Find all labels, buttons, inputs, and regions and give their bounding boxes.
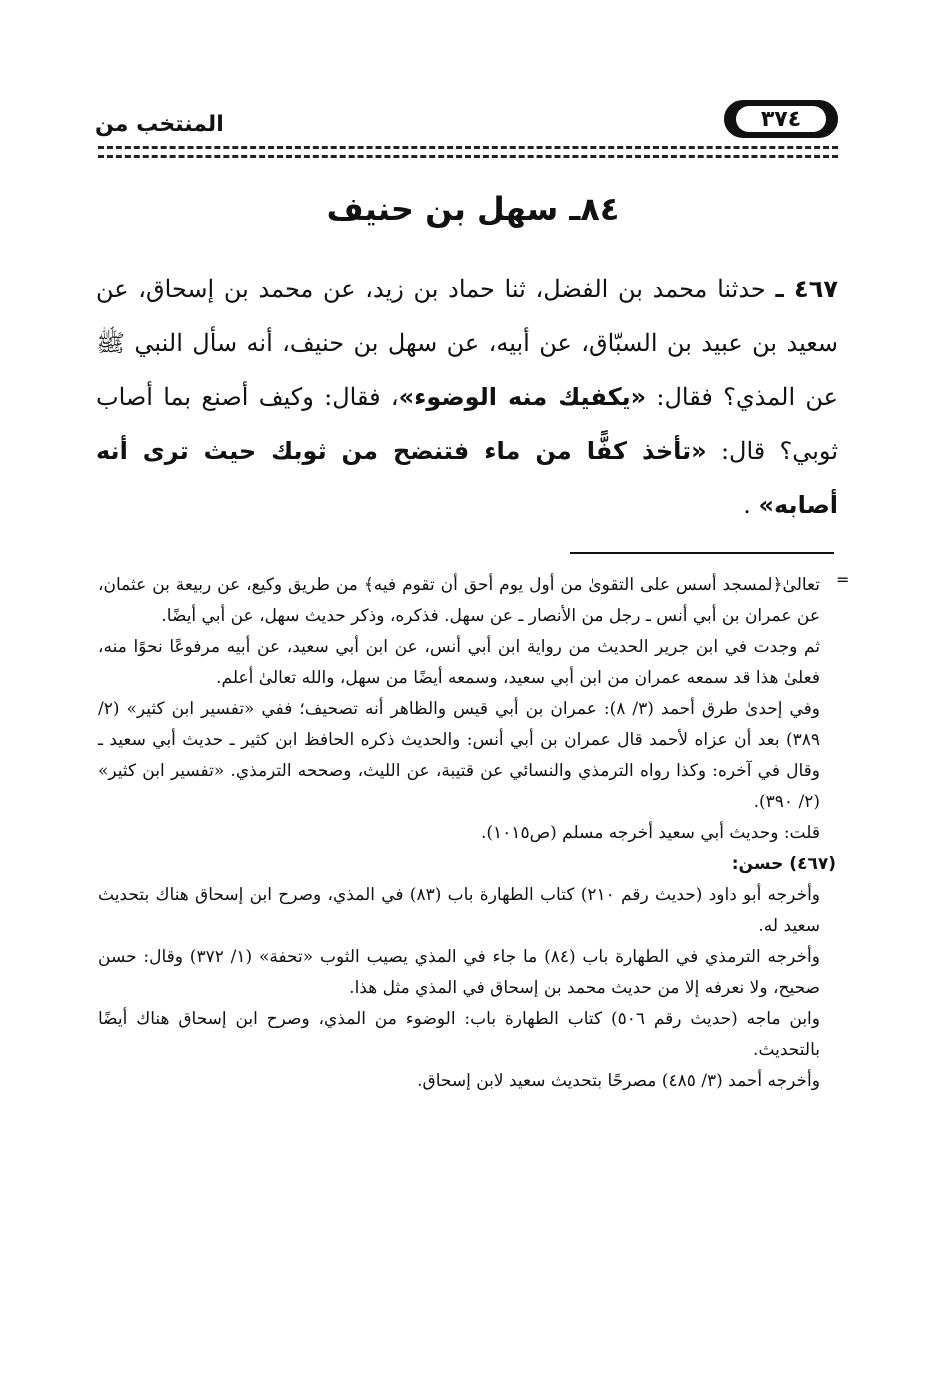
- footnote-paragraph: ثم وجدت في ابن جرير الحديث من رواية ابن أبي أنس، عن ابن أبي سعيد، عن أبيه مرفوعًا نحوًا منه، فعلىٰ هذا قد سمعه عمران من ابن أبي سعيد، وسمعه أيضًا من سهل، والله تعالىٰ أعلم.: [98, 637, 820, 688]
- header-divider-top: [98, 146, 838, 149]
- footnote-paragraph: وفي إحدىٰ طرق أحمد (٣/ ٨): عمران بن أبي قيس والظاهر أنه تصحيف؛ ففي «تفسير ابن كثير» (٢/ ٣٨٩) بعد أن عزاه لأحمد قال عمران بن أبي أنس: والحديث ذكره الحافظ ابن كثير ـ حديث أبي سعيد ـ وقال في آخره: وكذا رواه الترمذي والنسائي عن قتيبة، عن الليث، وصححه الترمذي. «تفسير ابن كثير» (٢/ ٣٩٠).: [98, 699, 820, 812]
- running-header-title: المنتخب من: [95, 112, 224, 137]
- hadith-text-end: .: [743, 491, 751, 519]
- footnote-paragraph: وأخرجه أحمد (٣/ ٤٨٥) مصرحًا بتحديث سعيد لابن إسحاق.: [417, 1071, 820, 1091]
- hadith-isnad: حدثنا محمد بن الفضل، ثنا حماد بن زيد، عن محمد بن إسحاق، عن سعيد بن عبيد بن السبّاق، عن أبيه، عن سهل بن حنيف، أنه سأل النبي ﷺ عن المذي؟ فقال:: [96, 275, 838, 411]
- hadith-text-middle: ، فقال: وكيف أصنع بما أصاب ثوبي؟ قال:: [96, 383, 838, 465]
- page-number-badge: [724, 100, 838, 138]
- page-number: ٣٧٤: [736, 106, 826, 132]
- header-divider-bottom: [98, 155, 838, 158]
- footnote-continuation-mark: =: [836, 570, 850, 589]
- footnote-paragraph: وابن ماجه (حديث رقم ٥٠٦) كتاب الطهارة باب: الوضوء من المذي، وصرح ابن إسحاق هناك أيضًا بالتحديث.: [98, 1009, 820, 1060]
- footnote-separator: [570, 552, 834, 554]
- hadith-text: [96, 262, 838, 532]
- footnote-paragraph: وأخرجه أبو داود (حديث رقم ٢١٠) كتاب الطهارة باب (٨٣) في المذي، وصرح ابن إسحاق هناك بتحديث سعيد له.: [98, 885, 821, 936]
- hadith-quote-1: «يكفيك منه الوضوء»: [398, 383, 647, 411]
- footnotes: [98, 570, 836, 1097]
- footnote-section-label: (٤٦٧) حسن:: [731, 854, 836, 874]
- hadith-number: ٤٦٧ ـ: [775, 275, 838, 303]
- chapter-heading: ٨٤ـ سهل بن حنيف: [326, 190, 620, 228]
- hadith-quote-2: «تأخذ كفًّا من ماء فتنضح من ثوبك حيث ترى أنه أصابه»: [96, 437, 838, 519]
- footnote-paragraph: تعالىٰ﴿لمسجد أسس على التقوىٰ من أول يوم أحق أن تقوم فيه﴾ من طريق وكيع، عن ربيعة بن عثمان، عن عمران بن أبي أنس ـ رجل من الأنصار ـ عن سهل. فذكره، وذكر حديث سهل، عن أبي أيضًا.: [98, 575, 820, 626]
- footnote-paragraph: وأخرجه الترمذي في الطهارة باب (٨٤) ما جاء في المذي يصيب الثوب «تحفة» (١/ ٣٧٢) وقال: حسن صحيح، ولا نعرفه إلا من حديث محمد بن إسحاق في المذي مثل هذا.: [98, 947, 820, 998]
- footnote-paragraph: قلت: وحديث أبي سعيد أخرجه مسلم (ص١٠١٥).: [481, 823, 820, 843]
